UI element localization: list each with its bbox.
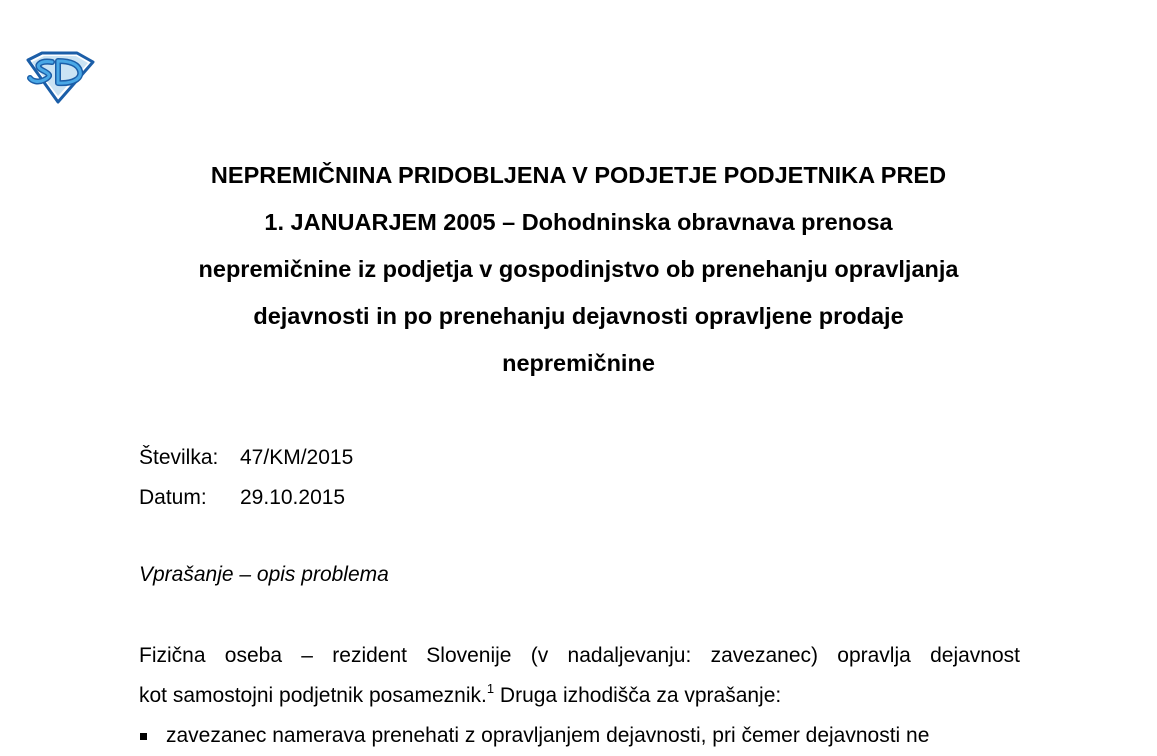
document-title xyxy=(110,152,1047,387)
body-line xyxy=(139,676,1020,716)
title-line: NEPREMIČNINA PRIDOBLJENA V PODJETJE PODJETNIKA PRED xyxy=(210,162,947,188)
footnote-reference[interactable]: 1 xyxy=(486,681,495,696)
body-line: Fizična oseba – rezident Slovenije (v nadaljevanju: zavezanec) opravlja dejavnost xyxy=(139,644,1020,667)
date-label: Datum: xyxy=(139,486,207,509)
number-label: Številka: xyxy=(139,446,219,469)
list-item-text: zavezanec namerava prenehati z opravljanjem dejavnosti, pri čemer dejavnosti ne xyxy=(166,724,930,747)
date-value: 29.10.2015 xyxy=(240,486,346,509)
body-paragraph xyxy=(139,636,1020,756)
list-item xyxy=(139,716,1020,756)
title-line: dejavnosti in po prenehanju dejavnosti opravljene prodaje xyxy=(253,303,904,329)
company-logo-icon xyxy=(22,50,95,104)
meta-date-row xyxy=(139,478,353,518)
title-line: nepremičnine xyxy=(502,350,655,376)
meta-number-row xyxy=(139,438,353,478)
bullet-icon xyxy=(139,716,166,756)
title-line: nepremičnine iz podjetja v gospodinjstvo ob prenehanju opravljanja xyxy=(198,256,959,282)
question-heading: Vprašanje – opis problema xyxy=(139,563,389,586)
document-meta xyxy=(139,438,353,518)
number-value: 47/KM/2015 xyxy=(240,446,354,469)
body-text-segment: kot samostojni podjetnik posameznik. xyxy=(139,684,487,707)
title-line: 1. JANUARJEM 2005 – Dohodninska obravnava prenosa xyxy=(264,209,893,235)
body-text-segment: Druga izhodišča za vprašanje: xyxy=(494,684,782,707)
